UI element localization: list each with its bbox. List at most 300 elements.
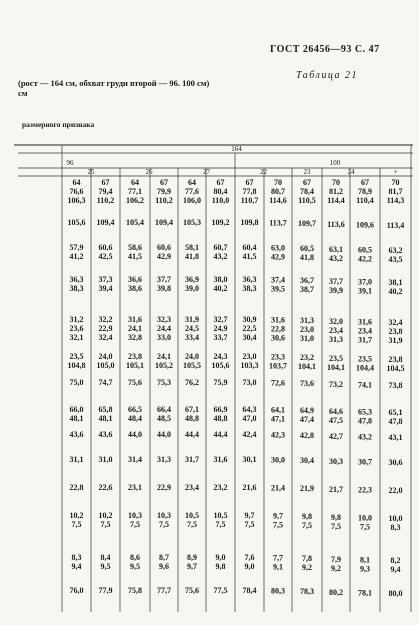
table-cell: 10,0 <box>358 513 372 523</box>
table-cell: 7,5 <box>100 520 111 529</box>
table-cell: 65,8 <box>98 405 113 414</box>
column-head-value: 67 <box>216 178 225 187</box>
table-cell: 75,6 <box>185 586 199 595</box>
table-cell: 103,3 <box>240 361 259 370</box>
table-cell: 105,4 <box>126 218 144 227</box>
table-cell: 30,6 <box>271 333 285 343</box>
table-cell: 30,1 <box>242 455 257 464</box>
table-cell: 9,4 <box>71 562 82 571</box>
column-head-value: 80,4 <box>213 187 228 196</box>
table-cell: 42,2 <box>358 254 372 264</box>
table-cell: 113,7 <box>269 218 287 228</box>
table-cell: 41,8 <box>185 252 199 261</box>
table-cell: 21,4 <box>271 483 285 493</box>
subgroup-label: 27 <box>203 168 210 176</box>
table-cell: 38,0 <box>213 275 228 284</box>
table-cell: 104,8 <box>67 361 86 370</box>
table-cell: 67,1 <box>185 405 199 414</box>
table-cell: 43,2 <box>329 253 343 263</box>
table-cell: 80,2 <box>329 587 343 597</box>
standard-reference: ГОСТ 26456—93 С. 47 <box>270 44 380 55</box>
table-cell: 76,2 <box>185 378 199 387</box>
table-cell: 10,2 <box>69 511 84 520</box>
table-cell: 8,9 <box>187 553 197 562</box>
table-cell: 24,1 <box>128 324 142 333</box>
table-cell: 31,9 <box>388 336 403 345</box>
table-cell: 32,1 <box>69 333 84 342</box>
table-cell: 43,2 <box>213 252 228 261</box>
table-cell: 9,6 <box>159 562 169 571</box>
table-cell: 9,8 <box>302 512 312 522</box>
table-cell: 48,5 <box>157 414 171 423</box>
table-cell: 23,3 <box>271 352 285 362</box>
table-cell: 22,5 <box>242 324 257 333</box>
table-cell: 75,8 <box>128 586 142 595</box>
table-caption-unit: см <box>18 88 28 98</box>
column-head-value: 81,2 <box>329 187 343 196</box>
column-head-value: 67 <box>101 178 110 187</box>
table-cell: 9,5 <box>100 562 111 571</box>
table-cell: 37,7 <box>157 275 171 284</box>
column-head-value: 64 <box>72 178 81 187</box>
table-cell: 31,9 <box>185 315 199 324</box>
table-cell: 109,4 <box>96 218 115 227</box>
table-cell: 66,0 <box>69 405 84 414</box>
table-cell: 9,5 <box>130 562 140 571</box>
table-cell: 31,6 <box>358 317 372 327</box>
table-cell: 38,3 <box>242 284 257 293</box>
table-cell: 75,6 <box>128 378 142 387</box>
table-cell: 105,6 <box>67 218 86 227</box>
table-cell: 76,0 <box>69 586 84 595</box>
table-cell: 74,7 <box>98 378 113 387</box>
table-cell: 36,7 <box>300 276 314 286</box>
table-cell: 23,6 <box>69 324 84 333</box>
table-cell: 104,4 <box>356 363 374 373</box>
column-head-value: 110,4 <box>356 196 374 205</box>
table-cell: 73,2 <box>329 379 343 389</box>
table-cell: 10,5 <box>185 511 199 520</box>
column-head-value: 70 <box>391 178 400 187</box>
column-head-value: 110,5 <box>298 196 316 205</box>
table-cell: 10,2 <box>98 511 113 520</box>
table-cell: 9,0 <box>244 562 255 571</box>
table-cell: 24,4 <box>157 324 171 333</box>
table-cell: 42,9 <box>271 252 285 262</box>
table-cell: 37,7 <box>329 276 343 286</box>
table-cell: 7,8 <box>302 554 312 564</box>
table-cell: 47,8 <box>358 416 372 426</box>
table-cell: 22,0 <box>388 486 403 495</box>
table-cell: 9,3 <box>360 564 370 574</box>
table-cell: 23,4 <box>358 326 372 336</box>
table-cell: 22,6 <box>98 483 113 492</box>
column-head-value: 64 <box>131 178 139 187</box>
table-cell: 21,7 <box>329 484 343 494</box>
table-cell: 31,7 <box>185 455 199 464</box>
table-cell: 30,0 <box>271 455 285 465</box>
table-cell: 39,8 <box>157 284 171 293</box>
table-cell: 44,4 <box>185 430 199 439</box>
table-cell: 22,3 <box>358 485 372 495</box>
table-cell: 31,6 <box>271 315 285 325</box>
table-cell: 60,6 <box>98 243 113 252</box>
table-cell: 42,5 <box>98 252 113 261</box>
column-head-value: 106,3 <box>67 196 86 205</box>
table-cell: 41,5 <box>128 252 142 261</box>
table-cell: 47,1 <box>271 414 285 424</box>
table-cell: 42,4 <box>242 430 257 439</box>
table-cell: 109,4 <box>155 218 173 227</box>
table-cell: 44,4 <box>213 430 228 439</box>
table-cell: 9,0 <box>215 553 226 562</box>
subgroup-label: 22 <box>260 168 267 176</box>
table-cell: 7,5 <box>244 520 255 529</box>
table-cell: 23,8 <box>388 355 403 364</box>
column-head-value: 110,2 <box>155 196 173 205</box>
table-cell: 9,2 <box>302 563 312 573</box>
table-cell: 39,0 <box>185 284 199 293</box>
table-cell: 30,7 <box>358 457 372 467</box>
table-cell: 33,7 <box>213 333 228 342</box>
table-cell: 33,0 <box>157 333 171 342</box>
table-cell: 73,8 <box>388 381 403 390</box>
table-cell: 8,3 <box>390 523 401 532</box>
subgroup-label: 24 <box>347 168 355 176</box>
table-cell: 73,0 <box>242 378 257 387</box>
column-head-value: 70 <box>332 178 340 187</box>
table-cell: 7,5 <box>187 520 197 529</box>
table-cell: 78,1 <box>358 588 372 598</box>
table-cell: 66,4 <box>157 405 171 414</box>
table-cell: 75,3 <box>157 378 171 387</box>
table-cell: 22,8 <box>69 483 84 492</box>
table-cell: 65,3 <box>358 407 372 417</box>
table-cell: 7,7 <box>273 553 283 563</box>
table-cell: 41,8 <box>300 253 314 263</box>
table-cell: 77,7 <box>157 586 171 595</box>
column-head-value: 67 <box>160 178 168 187</box>
column-head-value: 70 <box>274 178 282 187</box>
table-cell: 41,2 <box>69 252 84 261</box>
column-head-value: 67 <box>245 178 254 187</box>
table-cell: 104,5 <box>386 364 405 373</box>
table-cell: 9,2 <box>331 563 341 573</box>
table-cell: 24,1 <box>157 352 171 361</box>
table-cell: 43,1 <box>388 433 403 442</box>
table-cell: 7,5 <box>130 520 140 529</box>
table-cell: 23,5 <box>69 352 84 361</box>
table-cell: 40,2 <box>213 284 228 293</box>
table-cell: 38,1 <box>388 278 403 287</box>
table-cell: 113,4 <box>386 221 405 230</box>
table-cell: 32,7 <box>213 315 228 324</box>
table-cell: 36,6 <box>128 275 142 284</box>
table-cell: 32,2 <box>98 315 113 324</box>
height-label: 164 <box>231 145 242 153</box>
table-cell: 105,5 <box>183 361 201 370</box>
table-cell: 9,1 <box>273 562 283 572</box>
table-cell: 32,3 <box>157 315 171 324</box>
table-cell: 7,5 <box>360 522 370 532</box>
table-cell: 23,2 <box>300 353 314 363</box>
table-cell: 31,4 <box>128 455 142 464</box>
table-cell: 47,8 <box>388 417 403 426</box>
table-cell: 23,0 <box>242 352 257 361</box>
table-cell: 48,8 <box>185 414 199 423</box>
table-cell: 31,6 <box>128 315 142 324</box>
table-cell: 30,6 <box>388 458 403 467</box>
table-cell: 24,9 <box>213 324 228 333</box>
table-cell: 7,5 <box>331 521 341 531</box>
table-cell: 105,0 <box>96 361 115 370</box>
table-cell: 8,3 <box>71 553 82 562</box>
table-cell: 77,5 <box>213 586 228 595</box>
column-head-value: 79,4 <box>98 187 113 196</box>
table-cell: 22,9 <box>157 483 171 492</box>
table-cell: 39,5 <box>271 284 285 294</box>
column-head-value: 110,7 <box>240 196 259 205</box>
table-cell: 64,6 <box>329 406 343 416</box>
table-cell: 105,1 <box>126 361 144 370</box>
table-cell: 8,6 <box>130 553 140 562</box>
table-cell: 37,3 <box>98 275 113 284</box>
table-cell: 73,6 <box>300 379 314 389</box>
table-cell: 23,1 <box>128 483 142 492</box>
table-cell: 47,4 <box>300 415 314 425</box>
table-cell: 103,7 <box>269 361 287 371</box>
table-cell: 24,0 <box>185 352 199 361</box>
table-cell: 60,4 <box>242 243 257 252</box>
table-cell: 47,5 <box>329 415 343 425</box>
table-cell: 41,5 <box>242 252 257 261</box>
table-cell: 64,3 <box>242 405 257 414</box>
column-head-value: 77,6 <box>185 187 199 196</box>
table-cell: 47,0 <box>242 414 257 423</box>
column-head-value: 81,7 <box>388 187 403 196</box>
table-cell: 42,9 <box>157 252 171 261</box>
table-cell: 48,8 <box>213 414 228 423</box>
table-cell: 40,2 <box>388 287 403 296</box>
table-cell: 42,3 <box>271 430 285 440</box>
table-cell: 31,3 <box>329 334 343 344</box>
column-head-value: 76,6 <box>69 187 84 196</box>
table-cell: 31,3 <box>157 455 171 464</box>
table-cell: 39,1 <box>358 286 372 296</box>
table-cell: 43,5 <box>388 255 403 264</box>
table-cell: 21,6 <box>242 483 257 492</box>
table-cell: 66,9 <box>213 405 228 414</box>
table-cell: 65,1 <box>388 408 403 417</box>
table-cell: 30,4 <box>242 333 257 342</box>
table-cell: 42,8 <box>300 431 314 441</box>
table-cell: 9,8 <box>215 562 226 571</box>
table-cell: 7,5 <box>71 520 82 529</box>
table-cell: 57,9 <box>69 243 84 252</box>
table-cell: 63,1 <box>329 244 343 254</box>
table-cell: 44,0 <box>157 430 171 439</box>
table-cell: 31,2 <box>69 315 84 324</box>
column-head-value: 79,9 <box>157 187 171 196</box>
table-cell: 31,0 <box>300 334 314 344</box>
table-cell: 109,7 <box>298 219 316 229</box>
table-cell: 38,3 <box>69 284 84 293</box>
column-head-value: 67 <box>361 178 369 187</box>
table-cell: 23,8 <box>128 352 142 361</box>
table-cell: 80,0 <box>388 589 403 598</box>
table-cell: 60,5 <box>300 244 314 254</box>
table-cell: 60,6 <box>157 243 171 252</box>
table-cell: 58,1 <box>185 243 199 252</box>
table-cell: 7,5 <box>159 520 169 529</box>
table-cell: 24,0 <box>98 352 113 361</box>
column-head-value: 106,0 <box>183 196 201 205</box>
table-cell: 32,4 <box>98 333 113 342</box>
table-cell: 24,3 <box>213 352 228 361</box>
table-cell: 21,9 <box>300 484 314 494</box>
table-cell: 9,7 <box>273 511 283 521</box>
table-cell: 42,7 <box>329 431 343 441</box>
table-cell: 44,0 <box>128 430 142 439</box>
table-cell: 36,9 <box>185 275 199 284</box>
table-cell: 33,4 <box>185 333 199 342</box>
table-cell: 10,0 <box>388 514 403 523</box>
column-head-value: 110,0 <box>211 196 230 205</box>
table-cell: 74,1 <box>358 380 372 390</box>
table-caption: (рост — 164 см, обхват груди второй — 96. 100 см) <box>18 78 210 88</box>
table-cell: 23,2 <box>213 483 228 492</box>
table-cell: 31,1 <box>69 455 84 464</box>
table-cell: 31,6 <box>213 455 228 464</box>
column-head-value: 78,4 <box>300 187 314 196</box>
chest-group-label: 100 <box>329 159 341 167</box>
table-cell: 7,5 <box>273 520 283 530</box>
table-cell: 109,6 <box>356 220 374 230</box>
table-cell: 10,5 <box>213 511 228 520</box>
table-cell: 75,0 <box>69 378 84 387</box>
table-number: Таблица 21 <box>296 70 358 81</box>
table-cell: 63,2 <box>388 246 403 255</box>
column-head-value: 80,7 <box>271 187 285 196</box>
table-cell: 9,7 <box>244 511 255 520</box>
subgroup-label: 25 <box>87 168 95 176</box>
subgroup-label: + <box>393 168 398 176</box>
table-cell: 60,7 <box>213 243 228 252</box>
column-head-value: 114,3 <box>386 196 405 205</box>
table-cell: 37,0 <box>358 277 372 287</box>
table-cell: 7,5 <box>215 520 226 529</box>
subgroup-label: 23 <box>303 168 311 176</box>
chest-group-label: 96 <box>66 159 74 167</box>
table-cell: 31,7 <box>358 335 372 345</box>
table-cell: 32,0 <box>329 316 343 326</box>
table-cell: 39,9 <box>329 285 343 295</box>
table-cell: 23,5 <box>329 353 343 363</box>
column-head-value: 77,8 <box>242 187 257 196</box>
table-cell: 8,2 <box>390 556 401 565</box>
table-cell: 7,6 <box>244 553 255 562</box>
table-cell: 7,9 <box>331 554 341 564</box>
table-cell: 43,2 <box>358 432 372 442</box>
table-cell: 31,3 <box>300 316 314 326</box>
table-cell: 32,4 <box>388 318 403 327</box>
table-cell: 10,3 <box>157 511 171 520</box>
table-cell: 23,4 <box>329 325 343 335</box>
table-cell: 24,5 <box>185 324 199 333</box>
table-cell: 39,4 <box>98 284 113 293</box>
table-cell: 31,0 <box>98 455 113 464</box>
table-cell: 36,3 <box>242 275 257 284</box>
table-cell: 48,1 <box>69 414 84 423</box>
table-cell: 30,9 <box>242 315 257 324</box>
table-cell: 8,1 <box>360 555 370 565</box>
table-cell: 9,8 <box>331 512 341 522</box>
table-cell: 105,3 <box>183 218 201 227</box>
table-cell: 23,8 <box>388 327 403 336</box>
table-cell: 8,7 <box>159 553 169 562</box>
table-cell: 60,5 <box>358 245 372 255</box>
table-cell: 109,2 <box>211 218 230 227</box>
table-cell: 105,2 <box>155 361 173 370</box>
column-head-value: 110,2 <box>96 196 115 205</box>
table-cell: 36,3 <box>69 275 84 284</box>
column-head-value: 114,6 <box>269 196 287 205</box>
column-head-value: 64 <box>188 178 196 187</box>
table-cell: 22,9 <box>98 324 113 333</box>
table-cell: 23,4 <box>185 483 199 492</box>
table-cell: 8,4 <box>100 553 111 562</box>
table-cell: 109,8 <box>240 218 259 227</box>
table-cell: 64,9 <box>300 406 314 416</box>
table-cell: 105,6 <box>211 361 230 370</box>
table-cell: 64,1 <box>271 405 285 415</box>
table-cell: 104,1 <box>327 362 345 372</box>
table-cell: 113,6 <box>327 219 345 229</box>
table-cell: 38,7 <box>300 285 314 295</box>
table-cell: 10,3 <box>128 511 142 520</box>
table-cell: 9,4 <box>390 565 401 574</box>
table-cell: 43,6 <box>69 430 84 439</box>
table-cell: 75,9 <box>213 378 228 387</box>
table-cell: 23,0 <box>300 325 314 335</box>
table-cell: 80,3 <box>271 586 285 596</box>
table-cell: 104,1 <box>298 362 316 372</box>
table-cell: 30,4 <box>300 456 314 466</box>
table-cell: 78,3 <box>300 587 314 597</box>
table-cell: 37,4 <box>271 275 285 285</box>
row-header-label: размерного признака <box>22 120 95 129</box>
table-cell: 9,7 <box>187 562 197 571</box>
table-cell: 77,9 <box>98 586 113 595</box>
table-cell: 22,8 <box>271 324 285 334</box>
table-cell: 48,4 <box>128 414 142 423</box>
column-head-value: 114,4 <box>327 196 345 205</box>
table-cell: 30,3 <box>329 456 343 466</box>
table-cell: 66,5 <box>128 405 142 414</box>
column-head-value: 78,9 <box>358 187 372 196</box>
table-cell: 23,5 <box>358 354 372 364</box>
table-cell: 7,5 <box>302 521 312 531</box>
table-cell: 72,6 <box>271 378 285 388</box>
table-cell: 78,4 <box>242 586 257 595</box>
table-cell: 48,1 <box>98 414 113 423</box>
column-head-value: 77,1 <box>128 187 142 196</box>
table-cell: 43,6 <box>98 430 113 439</box>
table-cell: 63,0 <box>271 243 285 253</box>
table-cell: 38,6 <box>128 284 142 293</box>
table-cell: 58,6 <box>128 243 142 252</box>
column-head-value: 67 <box>303 178 311 187</box>
